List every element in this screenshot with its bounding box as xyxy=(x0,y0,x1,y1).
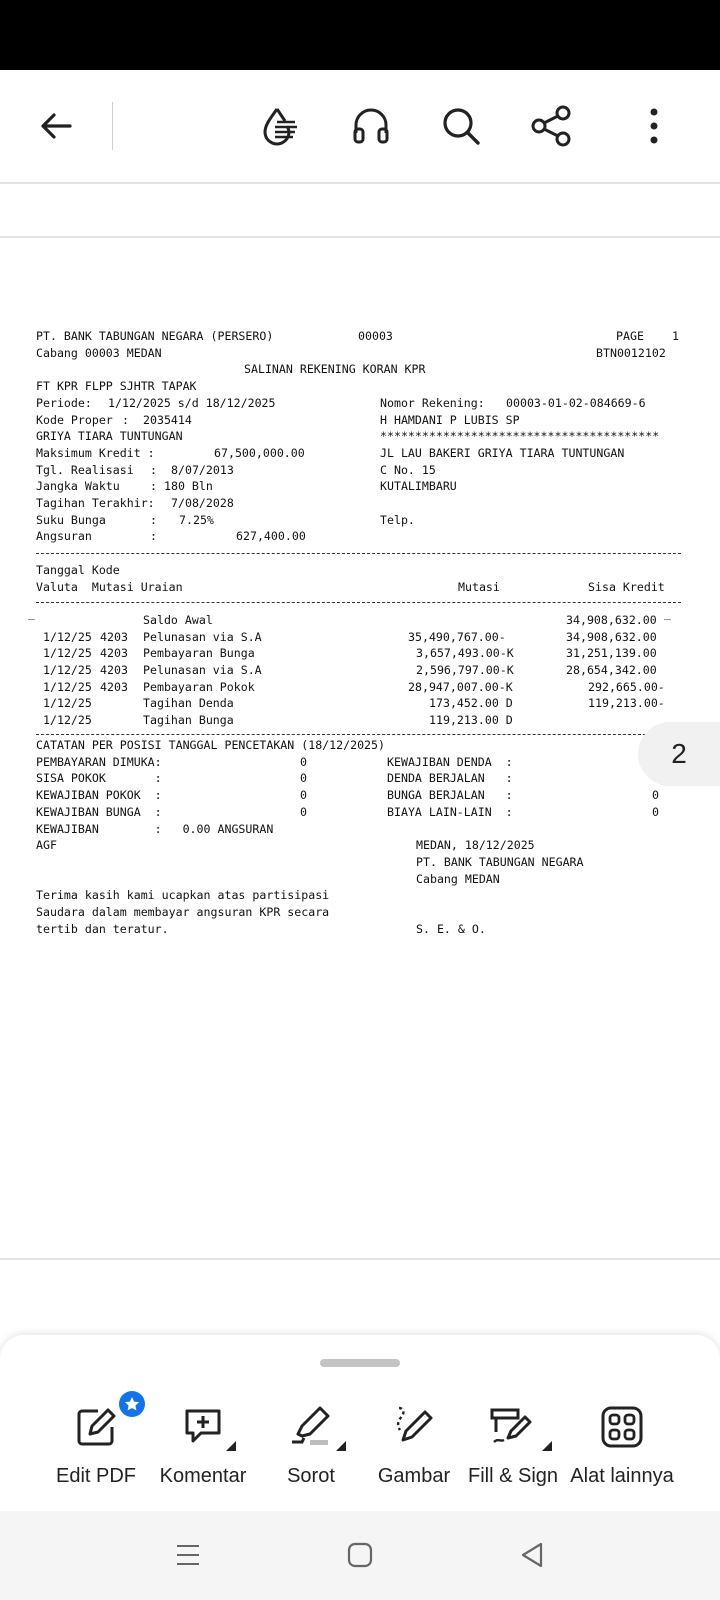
term-label: Jangka Waktu xyxy=(36,479,120,494)
margin-mark: _ xyxy=(664,606,671,620)
recent-apps-icon[interactable] xyxy=(168,1535,208,1575)
tool-label: Komentar xyxy=(159,1465,247,1487)
period-value: 1/12/2025 s/d 18/12/2025 xyxy=(108,395,276,410)
system-navigation-bar xyxy=(0,1511,720,1600)
colon: : xyxy=(150,529,157,544)
doc-code: BTN0012102 xyxy=(596,345,666,360)
tool-comment[interactable] xyxy=(148,1397,258,1488)
customer-name: H HAMDANI P LUBIS SP xyxy=(380,412,520,427)
branch-code: 00003 xyxy=(358,329,393,343)
thanks-line-3: tertib dan teratur. xyxy=(36,921,169,936)
tx5-desc: Tagihan Denda xyxy=(143,696,234,711)
tx2-code: 4203 xyxy=(100,646,128,661)
tool-more[interactable] xyxy=(567,1397,677,1488)
left-item-value: 0 xyxy=(300,788,307,803)
left-item-value: 0 xyxy=(300,804,307,819)
proper-label: Kode Proper xyxy=(36,412,113,427)
tx5-date: 1/12/25 xyxy=(43,696,92,711)
bottom-tools-sheet xyxy=(0,1335,720,1511)
bank-name: PT. BANK TABUNGAN NEGARA (PERSERO) xyxy=(36,329,274,343)
tool-label: Fill & Sign xyxy=(467,1465,559,1487)
place-date: MEDAN, 18/12/2025 xyxy=(416,838,535,853)
separator-line xyxy=(36,602,681,603)
back-icon[interactable] xyxy=(512,1535,552,1575)
tx4-desc: Pembayaran Pokok xyxy=(143,679,255,694)
proper-value: 2035414 xyxy=(143,412,192,427)
tx5-balance: 119,213.00- xyxy=(588,696,665,711)
address-line-2: C No. 15 xyxy=(380,462,436,477)
column-header-mutasi: Mutasi xyxy=(458,579,500,594)
tool-label: Alat lainnya xyxy=(570,1465,674,1487)
tool-draw[interactable] xyxy=(359,1397,469,1488)
top-toolbar xyxy=(0,70,720,182)
back-arrow-icon[interactable] xyxy=(26,96,86,156)
left-item-label: SISA POKOK : xyxy=(36,771,162,786)
toolbar-separator xyxy=(0,182,720,184)
tx3-amount: 2,596,797.00-K xyxy=(416,663,514,677)
agf-label: AGF xyxy=(36,838,57,853)
thanks-line-2: Saudara dalam membayar angsuran KPR secara xyxy=(36,905,330,919)
thanks-line-1: Terima kasih kami ucapkan atas partisipasi xyxy=(36,888,330,903)
star-badge-icon xyxy=(119,1391,145,1417)
seo-note: S. E. & O. xyxy=(416,921,486,936)
branch-name: Cabang 00003 MEDAN xyxy=(36,345,162,360)
stars-separator: **************************************** xyxy=(380,429,660,444)
document-title: SALINAN REKENING KORAN KPR xyxy=(244,362,426,377)
term-value: 180 Bln xyxy=(164,479,213,494)
tx3-desc: Pelunasan via S.A xyxy=(143,663,262,677)
tx6-desc: Tagihan Bunga xyxy=(143,713,234,728)
comment-icon xyxy=(148,1397,258,1457)
tool-label: Sorot xyxy=(287,1465,335,1487)
fill-sign-icon xyxy=(458,1397,568,1457)
tx6-amount: 119,213.00 D xyxy=(429,713,513,728)
home-icon[interactable] xyxy=(340,1535,380,1575)
address-line-3: KUTALIMBARU xyxy=(380,479,457,494)
realization-value: 8/07/2013 xyxy=(171,462,234,477)
left-item-label: KEWAJIBAN POKOK : xyxy=(36,788,162,803)
column-header-2: Valuta Mutasi Uraian xyxy=(36,579,183,594)
page-number: 1 xyxy=(672,329,679,343)
liquid-mode-icon[interactable] xyxy=(250,96,310,156)
right-item-label: DENDA BERJALAN : xyxy=(387,771,513,786)
left-item-value: 0 xyxy=(300,754,307,769)
page-bottom-edge xyxy=(0,1258,720,1260)
signer-bank: PT. BANK TABUNGAN NEGARA xyxy=(416,854,584,869)
tx4-amount: 28,947,007.00-K xyxy=(408,679,513,694)
tx2-amount: 3,657,493.00-K xyxy=(416,646,514,661)
tx5-amount: 173,452.00 D xyxy=(429,696,513,711)
more-tools-icon xyxy=(567,1397,677,1457)
obligation-line: KEWAJIBAN : 0.00 ANGSURAN xyxy=(36,821,274,836)
share-icon[interactable] xyxy=(521,96,581,156)
opening-balance: 34,908,632.00 xyxy=(566,612,657,627)
status-bar xyxy=(0,0,720,70)
search-icon[interactable] xyxy=(431,96,491,156)
draw-icon xyxy=(359,1397,469,1457)
period-label: Periode: xyxy=(36,395,92,410)
colon: : xyxy=(150,479,157,494)
dropdown-corner-icon xyxy=(542,1441,552,1451)
right-item-value: 0 xyxy=(652,804,659,819)
separator-line xyxy=(36,553,681,554)
tx3-balance: 28,654,342.00 xyxy=(566,663,657,677)
tx1-date: 1/12/25 xyxy=(43,629,92,644)
sheet-drag-handle[interactable] xyxy=(320,1359,400,1367)
account-number: 00003-01-02-084669-6 xyxy=(506,395,646,410)
project-name: GRIYA TIARA TUNTUNGAN xyxy=(36,429,183,444)
tx1-balance: 34,908,632.00 xyxy=(566,629,657,644)
tx3-date: 1/12/25 xyxy=(43,663,92,677)
tool-label: Gambar xyxy=(377,1465,451,1487)
account-label: Nomor Rekening: xyxy=(380,395,485,410)
tx2-desc: Pembayaran Bunga xyxy=(143,646,255,661)
dropdown-corner-icon xyxy=(226,1441,236,1451)
read-aloud-headphones-icon[interactable] xyxy=(341,96,401,156)
tx1-desc: Pelunasan via S.A xyxy=(143,629,262,644)
product-name: FT KPR FLPP SJHTR TAPAK xyxy=(36,379,197,394)
right-item-label: BUNGA BERJALAN : xyxy=(387,788,513,803)
last-bill-label: Tagihan Terakhir: xyxy=(36,496,155,510)
left-item-value: 0 xyxy=(300,771,307,786)
max-credit-label: Maksimum Kredit : xyxy=(36,445,155,460)
left-item-label: PEMBAYARAN DIMUKA: xyxy=(36,754,162,769)
separator-line xyxy=(36,734,656,735)
signer-branch: Cabang MEDAN xyxy=(416,871,500,886)
left-item-label: KEWAJIBAN BUNGA : xyxy=(36,804,162,819)
tx1-code: 4203 xyxy=(100,629,128,644)
opening-label: Saldo Awal xyxy=(143,612,213,627)
tx4-code: 4203 xyxy=(100,679,128,694)
tx2-date: 1/12/25 xyxy=(43,646,92,661)
column-header-sisa: Sisa Kredit xyxy=(588,579,665,594)
colon: : xyxy=(150,462,157,477)
phone-label: Telp. xyxy=(380,512,415,527)
tx6-date: 1/12/25 xyxy=(43,713,92,728)
toolbar-divider xyxy=(112,102,113,150)
realization-label: Tgl. Realisasi xyxy=(36,462,134,477)
page-indicator[interactable]: 2 xyxy=(638,722,720,786)
last-bill-value: 7/08/2028 xyxy=(171,496,234,510)
dropdown-corner-icon xyxy=(336,1441,346,1451)
right-item-value: 0 xyxy=(652,788,659,803)
tx2-balance: 31,251,139.00 xyxy=(566,646,657,661)
installment-label: Angsuran xyxy=(36,529,92,544)
tx1-amount: 35,490,767.00- xyxy=(408,629,506,644)
page-top-edge xyxy=(0,236,720,238)
edit-pdf-icon xyxy=(41,1397,151,1457)
rate-label: Suku Bunga xyxy=(36,512,106,527)
rate-value: 7.25% xyxy=(179,512,214,527)
installment-value: 627,400.00 xyxy=(236,529,306,544)
colon: : xyxy=(150,512,157,527)
margin-mark: _ xyxy=(28,606,35,620)
tool-highlight[interactable] xyxy=(256,1397,366,1488)
more-vertical-icon[interactable] xyxy=(624,96,684,156)
highlight-icon xyxy=(256,1397,366,1457)
tool-fill-sign[interactable] xyxy=(458,1397,568,1488)
tx3-code: 4203 xyxy=(100,663,128,677)
tx4-balance: 292,665.00- xyxy=(588,679,665,694)
address-line-1: JL LAU BAKERI GRIYA TIARA TUNTUNGAN xyxy=(380,445,625,460)
tool-edit-pdf[interactable] xyxy=(41,1397,151,1488)
right-item-label: BIAYA LAIN-LAIN : xyxy=(387,804,513,819)
right-item-label: KEWAJIBAN DENDA : xyxy=(387,754,513,769)
tool-label: Edit PDF xyxy=(55,1465,137,1487)
notes-title: CATATAN PER POSISI TANGGAL PENCETAKAN (18/12/2025) xyxy=(36,738,386,752)
page-label: PAGE xyxy=(616,329,644,343)
max-credit-value: 67,500,000.00 xyxy=(214,445,305,460)
colon: : xyxy=(122,412,129,427)
tx4-date: 1/12/25 xyxy=(43,679,92,694)
column-header-1: Tanggal Kode xyxy=(36,562,120,577)
